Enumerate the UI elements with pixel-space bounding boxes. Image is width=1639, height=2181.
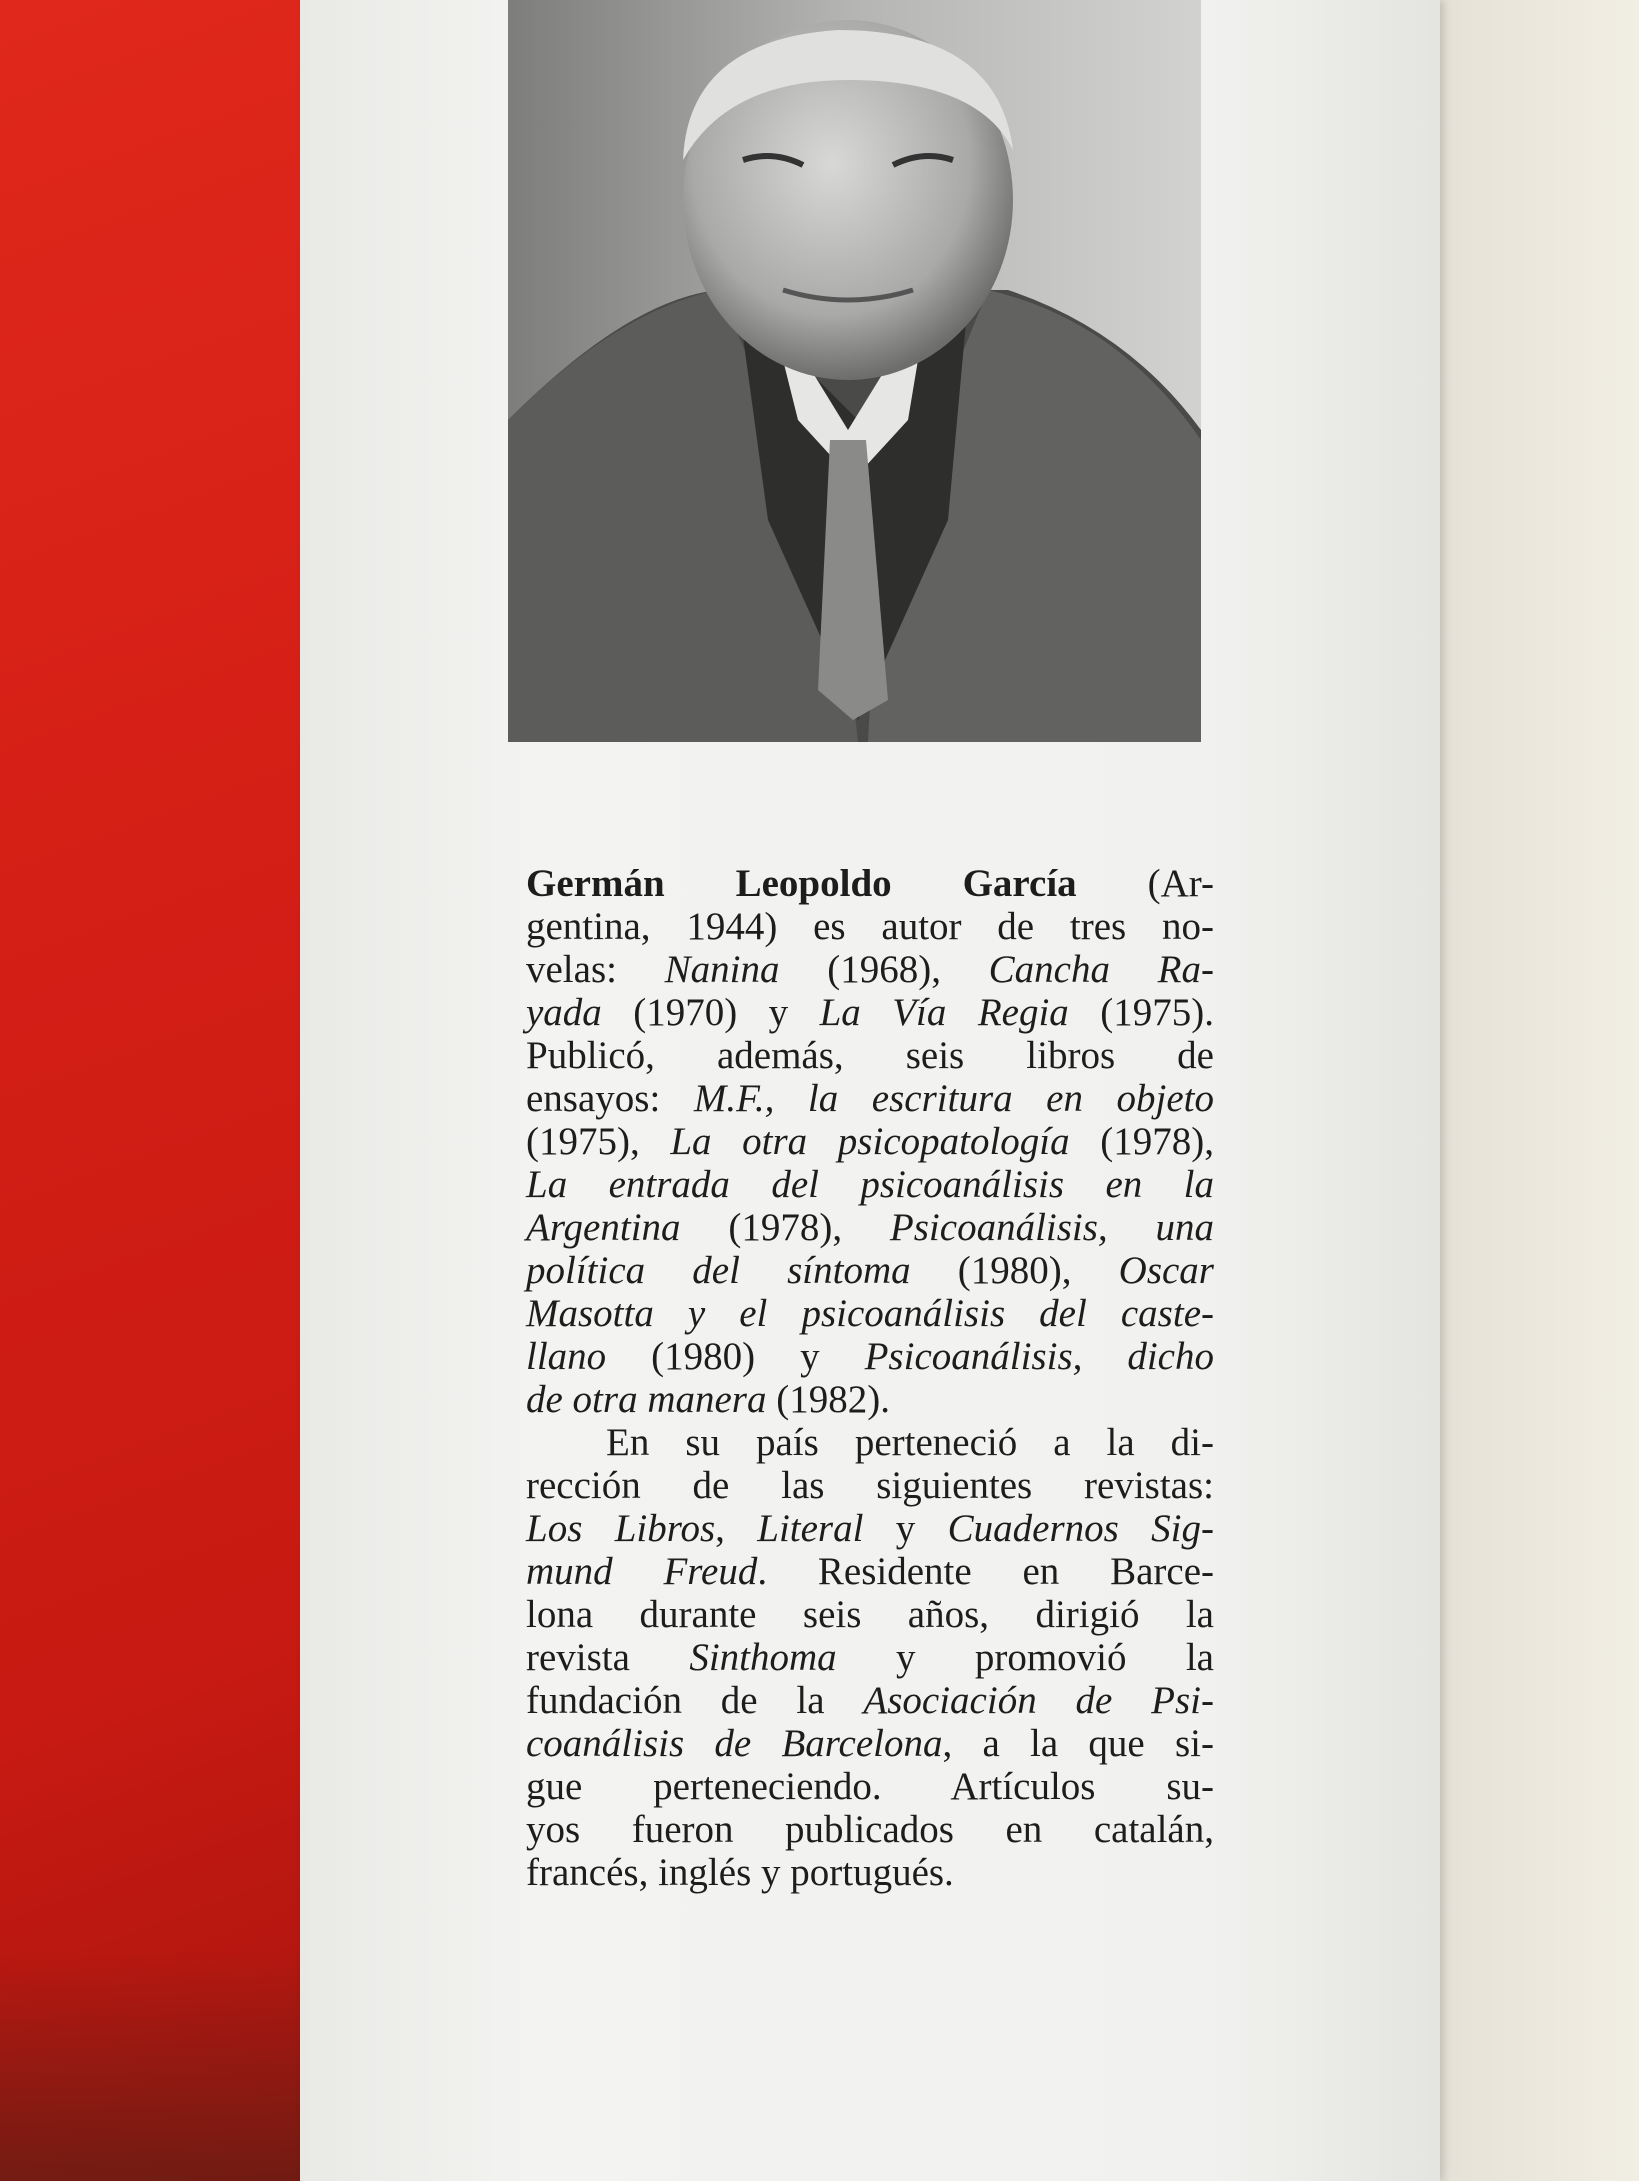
table-background [1420,0,1639,2181]
bio-line [526,1593,1214,1636]
bio-line [526,1851,1214,1894]
bio-text: ensayos: [526,1077,694,1120]
bio-line [526,1808,1214,1851]
bio-text: En su país perteneció a la di- [606,1421,1214,1464]
bio-line [526,991,1214,1034]
bio-text: (1980) y [606,1335,865,1378]
bio-text: , [715,1507,758,1550]
bio-line [526,862,1214,905]
bio-line [526,1378,1214,1421]
bio-line [526,1249,1214,1292]
bio-text: (1980), [910,1249,1119,1292]
book-title-text: La Vía Regia [819,991,1069,1034]
bio-line [526,1120,1214,1163]
bio-line [526,1550,1214,1593]
book-title-text: Psicoanálisis, dicho [864,1335,1214,1378]
book-title-text: La otra psicopatología [670,1120,1070,1163]
bio-text: gue perteneciendo. Artículos su- [526,1765,1214,1808]
book-title-text: Oscar [1118,1249,1214,1292]
book-title-text: Cancha Ra- [988,948,1214,991]
book-title-text: política del síntoma [526,1249,911,1292]
bio-text: (1970) y [601,991,820,1034]
bio-text: , a la que si- [942,1722,1214,1765]
bio-text: francés, inglés y portugués. [526,1851,954,1894]
bio-line [526,1722,1214,1765]
bio-line [526,1679,1214,1722]
author-name: Germán Leopoldo García [526,862,1077,905]
bio-text: (Ar- [1076,862,1214,905]
book-title-text: Argentina [526,1206,681,1249]
book-title-text: Literal [757,1507,864,1550]
book-title-text: Asociación de Psi- [863,1679,1214,1722]
bio-line [526,1636,1214,1679]
fabric-shadow [0,1950,305,2181]
bio-text: y [863,1507,948,1550]
bio-text: gentina, 1944) es autor de tres no- [526,905,1214,948]
bio-line [526,1163,1214,1206]
bio-text: revista [526,1636,690,1679]
bio-line [526,948,1214,991]
bio-text: (1975). [1068,991,1214,1034]
book-title-text: M.F., la escritura en objeto [693,1077,1215,1120]
bio-line [526,1765,1214,1808]
bio-text: (1978), [680,1206,890,1249]
bio-line [526,1335,1214,1378]
bio-text: (1975), [526,1120,671,1163]
book-title-text: de otra manera [526,1378,767,1421]
book-title-text: Psicoanálisis, una [889,1206,1214,1249]
bio-text: rección de las siguientes revistas: [526,1464,1214,1507]
bio-text: (1978), [1069,1120,1214,1163]
bio-line [526,1077,1214,1120]
bio-text: lona durante seis años, dirigió la [526,1593,1214,1636]
bio-line [526,1034,1214,1077]
book-title-text: coanálisis de Barcelona [526,1722,943,1765]
bio-line [526,1292,1214,1335]
bio-line [526,1421,1214,1464]
book-title-text: mund Freud [526,1550,758,1593]
book-title-text: llano [526,1335,607,1378]
book-title-text: Nanina [664,948,780,991]
bio-text: . Residente en Barce- [757,1550,1214,1593]
bio-line [526,1464,1214,1507]
book-title-text: Sinthoma [689,1636,837,1679]
bio-line [526,1206,1214,1249]
book-title-text: Cuadernos Sig- [947,1507,1215,1550]
bio-line [526,1507,1214,1550]
book-title-text: La entrada del psicoanálisis en la [526,1163,1214,1206]
bio-text: (1982). [766,1378,890,1421]
bio-text: yos fueron publicados en catalán, [526,1808,1214,1851]
bio-text: (1968), [779,948,989,991]
bio-line [526,905,1214,948]
book-title-text: yada [526,991,602,1034]
bio-text: y promovió la [836,1636,1214,1679]
bio-text: fundación de la [526,1679,864,1722]
bio-text: velas: [526,948,665,991]
book-title-text: Los Libros [526,1507,716,1550]
book-title-text: Masotta y el psicoanálisis del caste- [526,1292,1214,1335]
author-biography [526,862,1214,1894]
author-portrait-photo [508,0,1201,742]
red-fabric-background [0,0,305,2181]
bio-text: Publicó, además, seis libros de [526,1034,1214,1077]
